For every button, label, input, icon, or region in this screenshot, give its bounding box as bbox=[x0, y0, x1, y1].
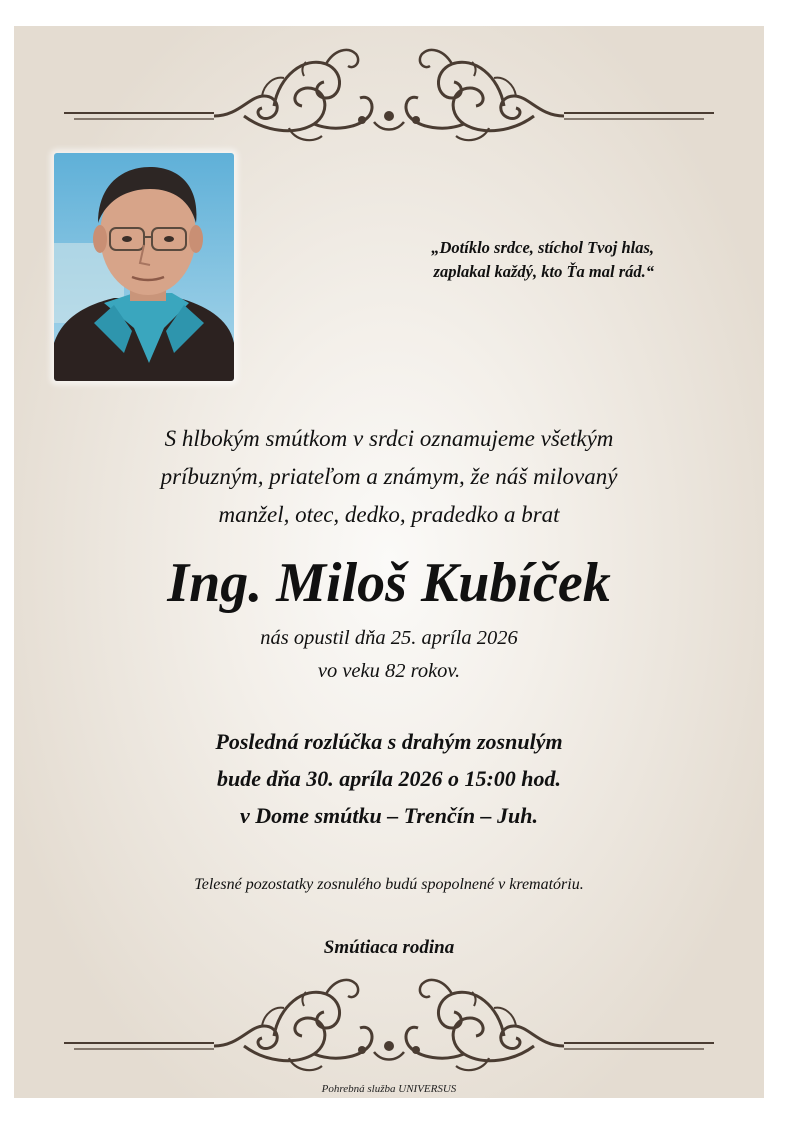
farewell-line-3: v Dome smútku – Trenčín – Juh. bbox=[239, 803, 539, 828]
memorial-quote bbox=[314, 236, 654, 284]
announcement-line-1: S hlbokým smútkom v srdci oznamujeme všetkým bbox=[164, 426, 614, 451]
announcement-line-3: manžel, otec, dedko, pradedko a brat bbox=[218, 502, 560, 527]
portrait-photo bbox=[54, 153, 234, 381]
deceased-name: Ing. Miloš Kubíček bbox=[167, 552, 611, 614]
family-signature: Smútiaca rodina bbox=[323, 937, 455, 958]
death-details bbox=[14, 622, 764, 688]
remains-note: Telesné pozostatky zosnulého budú spopolnené v krematóriu. bbox=[194, 876, 584, 893]
death-age: vo veku 82 rokov. bbox=[317, 660, 461, 682]
bottom-ornament bbox=[64, 966, 714, 1076]
farewell-details bbox=[14, 723, 764, 834]
farewell-line-2: bude dňa 30. apríla 2026 o 15:00 hod. bbox=[216, 766, 562, 791]
obituary-page bbox=[14, 26, 764, 1098]
death-date: nás opustil dňa 25. apríla 2026 bbox=[260, 627, 518, 649]
announcement-text bbox=[14, 420, 764, 534]
funeral-service-credit: Pohrebná služba UNIVERSUS bbox=[321, 1083, 457, 1095]
farewell-line-1: Posledná rozlúčka s drahým zosnulým bbox=[215, 729, 563, 754]
announcement-line-2: príbuzným, priateľom a známym, že náš milovaný bbox=[160, 464, 618, 489]
quote-line-1: „Dotíklo srdce, stíchol Tvoj hlas, bbox=[431, 238, 654, 257]
top-ornament bbox=[64, 36, 714, 146]
quote-line-2: zaplakal každý, kto Ťa mal rád.“ bbox=[433, 262, 654, 281]
